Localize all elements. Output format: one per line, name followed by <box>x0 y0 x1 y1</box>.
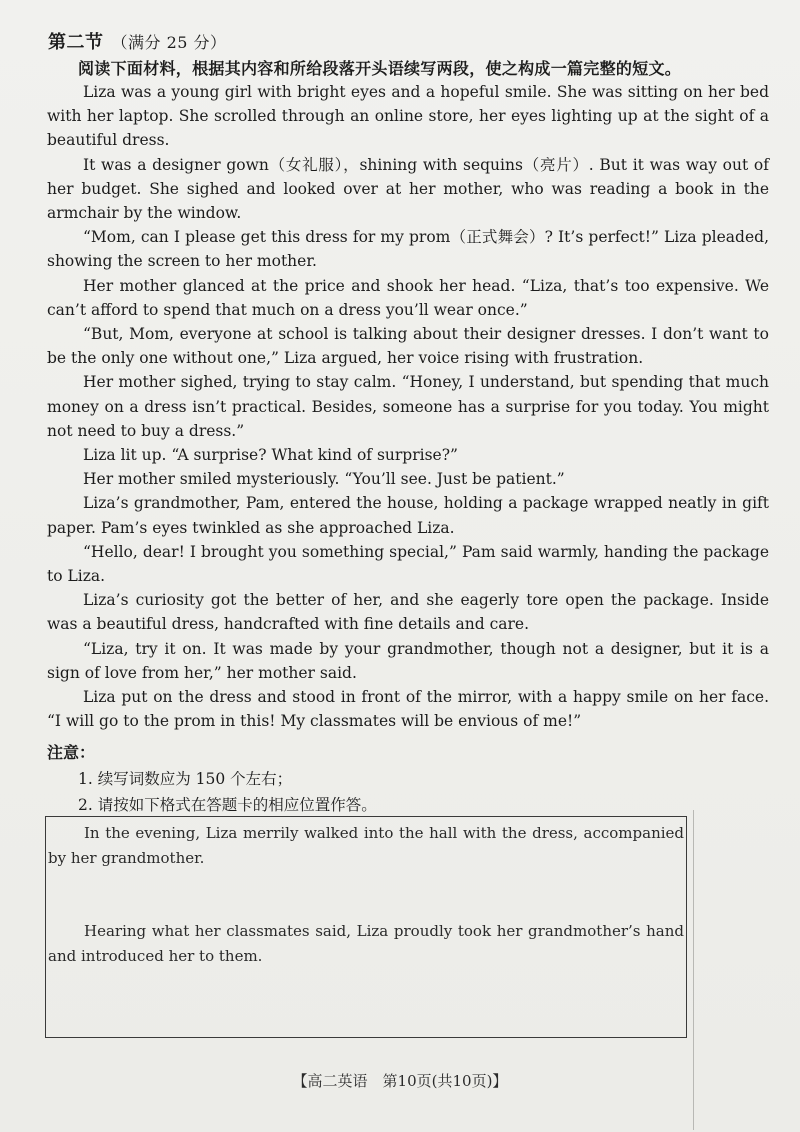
paragraph-1-opening: In the evening, Liza merrily walked into the hall with the dress, accompanied by her grandmother. <box>48 824 684 867</box>
story-paragraph: Her mother smiled mysteriously. “You’ll see. Just be patient.” <box>83 470 565 489</box>
continuation-paragraph-2 <box>48 919 684 969</box>
story-paragraph: Liza lit up. “A surprise? What kind of surprise?” <box>83 446 458 465</box>
notes-label: 注意： <box>47 743 96 762</box>
continuation-paragraph-1 <box>48 821 684 871</box>
story-text <box>47 80 769 733</box>
story-paragraph: It was a designer gown（女礼服），shining with sequins（亮片）. But it was way out of her budget. She sighed and looked over at her mother, who was reading a book in the armchair by the window. <box>47 155 769 223</box>
paragraph-2-opening: Hearing what her classmates said, Liza proudly took her grandmother’s hand and introduced her to them. <box>48 922 684 965</box>
task-instruction: 阅读下面材料，根据其内容和所给段落开头语续写两段，使之构成一篇完整的短文。 <box>78 59 682 78</box>
story-paragraph: Liza’s grandmother, Pam, entered the house, holding a package wrapped neatly in gift paper. Pam’s eyes twinkled as she approached Liza. <box>47 494 769 537</box>
story-paragraph: Liza was a young girl with bright eyes and a hopeful smile. She was sitting on her bed with her laptop. She scrolled through an online store, her eyes lighting up at the sight of a beautiful dress. <box>47 83 769 150</box>
note-item: 1. 续写词数应为 150 个左右； <box>78 770 293 788</box>
story-paragraph: Liza put on the dress and stood in front of the mirror, with a happy smile on her face. “I will go to the prom in this! My classmates will be envious of me!” <box>47 688 769 731</box>
section-score: （满分 25 分） <box>111 33 227 52</box>
section-heading: 第二节 <box>48 32 104 53</box>
page-footer: 【高二英语 第10页(共10页)】 <box>292 1072 508 1090</box>
story-paragraph: “But, Mom, everyone at school is talking about their designer dresses. I don’t want to be the only one without one,” Liza argued, her voice rising with frustration. <box>47 325 769 368</box>
answer-box <box>45 816 687 1038</box>
note-item: 2. 请按如下格式在答题卡的相应位置作答。 <box>78 796 377 814</box>
story-paragraph: “Mom, can I please get this dress for my prom（正式舞会）? It’s perfect!” Liza pleaded, showing the screen to her mother. <box>47 228 769 271</box>
story-paragraph: Her mother glanced at the price and shook her head. “Liza, that’s too expensive. We can’t afford to spend that much on a dress you’ll wear once.” <box>47 276 769 319</box>
section-title <box>48 28 227 54</box>
story-paragraph: Liza’s curiosity got the better of her, and she eagerly tore open the package. Inside was a beautiful dress, handcrafted with fine details and care. <box>47 591 769 634</box>
story-paragraph: Her mother sighed, trying to stay calm. “Honey, I understand, but spending that much money on a dress isn’t practical. Besides, someone has a surprise for you today. You might not need to buy a dress.” <box>47 373 769 440</box>
story-paragraph: “Liza, try it on. It was made by your grandmother, though not a designer, but it is a sign of love from her,” her mother said. <box>47 639 769 682</box>
story-paragraph: “Hello, dear! I brought you something special,” Pam said warmly, handing the package to Liza. <box>47 542 769 586</box>
